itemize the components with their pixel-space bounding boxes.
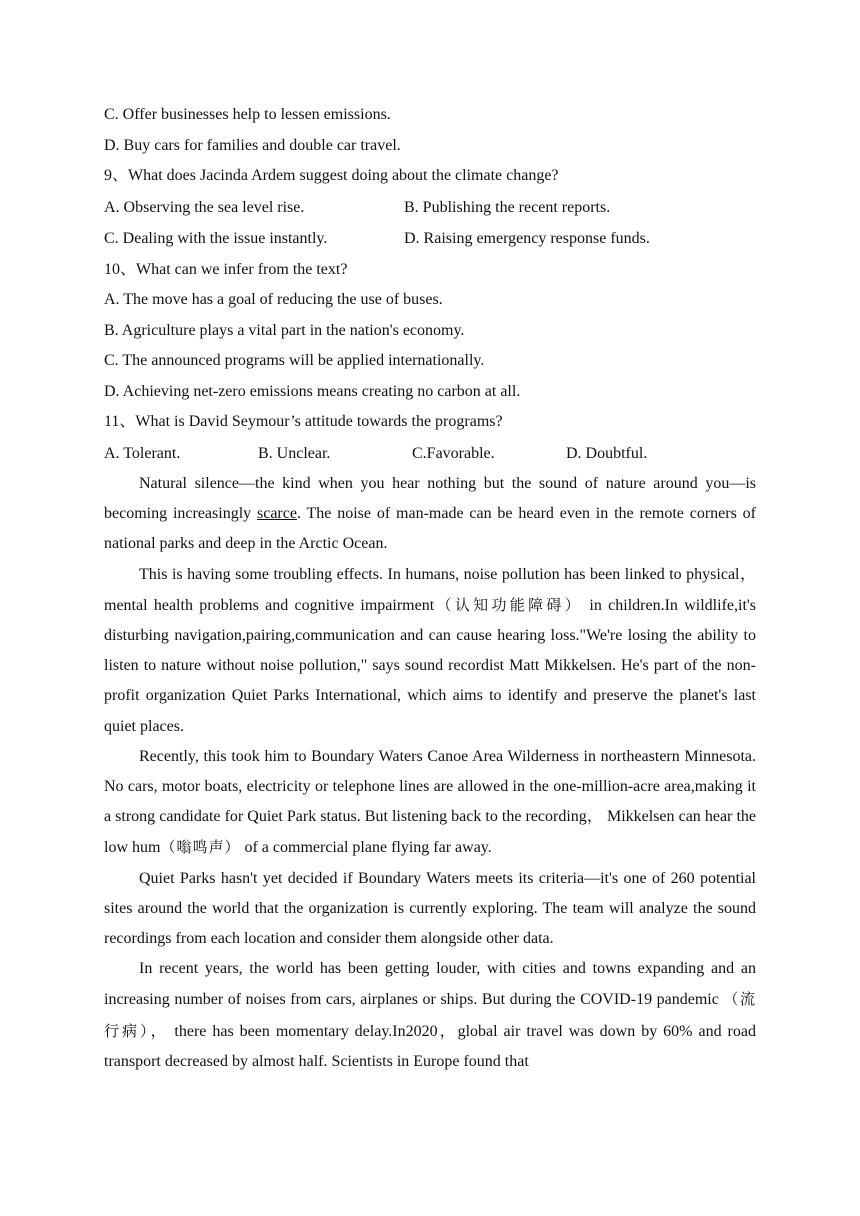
passage-paragraph-5 <box>104 954 756 1077</box>
underlined-word-scarce: scarce <box>256 505 297 523</box>
passage-paragraph-3 <box>104 742 756 864</box>
question-10: 10、What can we infer from the text? <box>104 260 348 278</box>
p4-text: Quiet Parks hasn't yet decided if Boundary Waters meets its criteria—it's one of 260 potential sites around the world that the organization is currently exploring. The team will analyze the sound recordings from each location and consider them alongside other data. <box>104 869 756 948</box>
p1-text-start: Natural silence—the kind when you hear nothing but the sound of nature around you—is becoming increasingly <box>104 475 756 523</box>
question-11: 11、What is David Seymour’s attitude towards the programs? <box>104 413 503 430</box>
q10-option-b: B. Agriculture plays a vital part in the nation's economy. <box>104 321 465 339</box>
question-9: 9、What does Jacinda Ardem suggest doing about the climate change? <box>104 167 559 184</box>
passage-paragraph-4 <box>104 864 756 955</box>
q10-option-d: D. Achieving net-zero emissions means creating no carbon at all. <box>104 382 521 400</box>
p3-chinese-gloss: （嗡鸣声） <box>160 838 241 857</box>
p5-text-end: ， there has been momentary delay.In2020，global air travel was down by 60% and road transport decreased by almost half. Scientists in Europe found that <box>104 1022 756 1070</box>
q11-option-c: C.Favorable. <box>412 444 495 462</box>
p3-text-end: of a commercial plane flying far away. <box>240 839 492 857</box>
p5-chinese-gloss: （流行病） <box>104 990 756 1040</box>
passage-paragraph-1 <box>104 469 756 560</box>
passage-paragraph-2 <box>104 560 756 742</box>
q9-option-d: D. Raising emergency response funds. <box>404 230 650 247</box>
p1-text-end: . The noise of man-made can be heard even in the remote corners of national parks and deep in the Arctic Ocean. <box>104 505 756 553</box>
document-content <box>104 100 756 1077</box>
p5-text-start: In recent years, the world has been getting louder, with cities and towns expanding and an increasing number of noises from cars, airplanes or ships. But during the COVID-19 pandemic <box>104 960 756 1009</box>
q9-options-row-1 <box>104 192 756 224</box>
q9-options-row-2 <box>104 223 756 255</box>
q9-option-c: C. Dealing with the issue instantly. <box>104 230 328 247</box>
q11-option-d: D. Doubtful. <box>566 444 648 462</box>
p2-text-start: This is having some troubling effects. In humans, noise pollution has been linked to physical， mental health problems and cognitive impairment <box>104 565 757 614</box>
p2-chinese-gloss: （认知功能障碍） <box>434 595 584 614</box>
q10-option-c: C. The announced programs will be applied internationally. <box>104 352 485 369</box>
q9-option-b: B. Publishing the recent reports. <box>404 198 611 216</box>
option-d-q8: D. Buy cars for families and double car travel. <box>104 136 401 154</box>
q11-options-row <box>104 438 756 470</box>
q11-option-b: B. Unclear. <box>258 444 331 462</box>
p2-text-end: in children.In wildlife,it's disturbing navigation,pairing,communication and can cause hearing loss."We're losing the ability to listen to nature without noise pollution," says sound recordist Matt Mikkelsen. He's part of the non-profit organization Quiet Parks International, which aims to identify and preserve the planet's last quiet places. <box>104 596 756 735</box>
q10-option-a: A. The move has a goal of reducing the use of buses. <box>104 291 443 308</box>
option-c-q8: C. Offer businesses help to lessen emissions. <box>104 106 391 123</box>
p3-text-start: Recently, this took him to Boundary Waters Canoe Area Wilderness in northeastern Minnesota. No cars, motor boats, electricity or telephone lines are allowed in the one-million-acre area,making it a strong candidate for Quiet Park status. But listening back to the recording， Mikkelsen can hear the low hum <box>104 747 756 857</box>
q9-option-a: A. Observing the sea level rise. <box>104 198 305 216</box>
q11-option-a: A. Tolerant. <box>104 444 181 462</box>
